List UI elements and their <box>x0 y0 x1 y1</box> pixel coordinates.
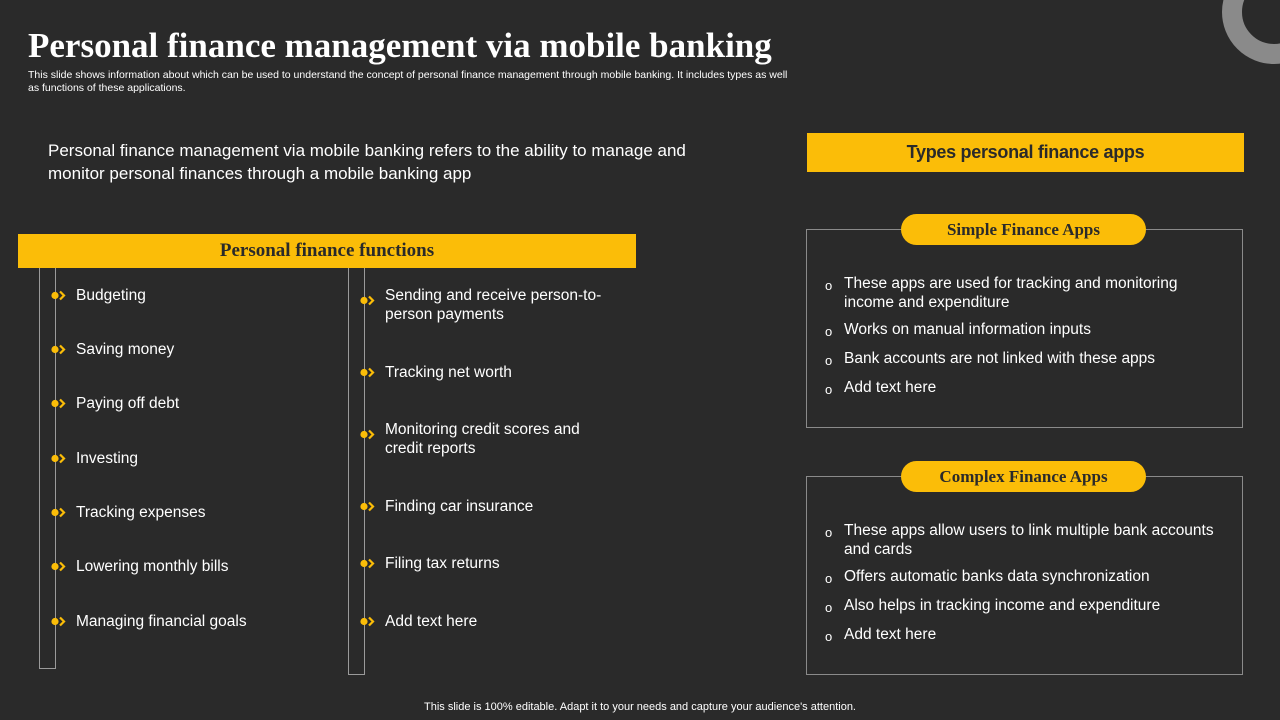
list-item-text: These apps are used for tracking and monitoring income and expenditure <box>844 275 1178 311</box>
function-label: Sending and receive person-to-person payments <box>385 287 602 323</box>
list-item-text: Add text here <box>844 379 937 396</box>
function-label: Saving money <box>76 341 175 358</box>
list-item-text: These apps allow users to link multiple bank accounts and cards <box>844 522 1214 558</box>
list-item <box>825 521 1225 559</box>
list-item-text: Bank accounts are not linked with these apps <box>844 350 1156 367</box>
chevron-bullet-icon <box>50 340 68 359</box>
function-label: Lowering monthly bills <box>76 558 229 575</box>
function-item <box>359 497 609 516</box>
function-item <box>50 286 146 305</box>
chevron-bullet-icon <box>359 363 377 382</box>
function-label: Add text here <box>385 613 478 630</box>
function-label: Tracking net worth <box>385 364 512 381</box>
function-label: Monitoring credit scores and credit reports <box>385 421 580 457</box>
circle-bullet-icon: o <box>825 600 833 615</box>
list-item <box>825 274 1225 312</box>
simple-apps-title: Simple Finance Apps <box>901 214 1146 245</box>
function-label: Tracking expenses <box>76 504 206 521</box>
function-label: Investing <box>76 450 139 467</box>
function-item <box>359 612 609 631</box>
chevron-bullet-icon <box>50 449 68 468</box>
complex-apps-title: Complex Finance Apps <box>901 461 1146 492</box>
chevron-bullet-icon <box>50 503 68 522</box>
chevron-bullet-icon <box>359 612 377 631</box>
list-item-text: Offers automatic banks data synchronization <box>844 568 1150 585</box>
chevron-bullet-icon <box>359 554 377 573</box>
list-item <box>825 320 1225 341</box>
list-item <box>825 625 1225 646</box>
circle-bullet-icon: o <box>825 353 833 368</box>
functions-left-rail <box>39 268 56 669</box>
list-item <box>825 349 1225 370</box>
list-item-text: Also helps in tracking income and expenditure <box>844 597 1161 614</box>
functions-header: Personal finance functions <box>18 234 636 268</box>
chevron-bullet-icon <box>359 291 377 310</box>
function-label: Finding car insurance <box>385 498 534 515</box>
function-label: Managing financial goals <box>76 613 247 630</box>
function-item <box>50 394 179 413</box>
chevron-bullet-icon <box>50 394 68 413</box>
list-item <box>825 378 1225 399</box>
simple-apps-list <box>825 274 1225 407</box>
function-item <box>50 340 174 359</box>
function-item <box>50 557 229 576</box>
chevron-bullet-icon <box>359 497 377 516</box>
chevron-bullet-icon <box>50 612 68 631</box>
list-item-text: Works on manual information inputs <box>844 321 1091 338</box>
function-item <box>359 286 609 324</box>
function-label: Filing tax returns <box>385 555 500 572</box>
circle-bullet-icon: o <box>825 571 833 586</box>
circle-bullet-icon: o <box>825 629 833 644</box>
function-item <box>359 420 609 458</box>
circle-bullet-icon: o <box>825 278 833 293</box>
function-item <box>50 503 206 522</box>
intro-text: Personal finance management via mobile banking refers to the ability to manage and monitor personal finances through a mobile banking app <box>48 141 686 183</box>
chevron-bullet-icon <box>50 286 68 305</box>
footer-note: This slide is 100% editable. Adapt it to your needs and capture your audience's attention. <box>424 701 856 713</box>
function-item <box>359 363 609 382</box>
function-item <box>359 554 609 573</box>
page-title: Personal finance management via mobile banking <box>28 26 772 65</box>
decorative-ring <box>1222 0 1280 64</box>
slide-subtitle: This slide shows information about which can be used to understand the concept of personal finance management through mobile banking. It includes types as well as functions of these applications. <box>28 69 788 94</box>
complex-apps-list <box>825 521 1225 654</box>
function-item <box>50 449 138 468</box>
function-item <box>50 612 247 631</box>
list-item <box>825 567 1225 588</box>
function-label: Paying off debt <box>76 395 180 412</box>
list-item <box>825 596 1225 617</box>
circle-bullet-icon: o <box>825 324 833 339</box>
list-item-text: Add text here <box>844 626 937 643</box>
circle-bullet-icon: o <box>825 525 833 540</box>
chevron-bullet-icon <box>50 557 68 576</box>
circle-bullet-icon: o <box>825 382 833 397</box>
function-label: Budgeting <box>76 287 146 304</box>
types-header: Types personal finance apps <box>807 133 1244 172</box>
chevron-bullet-icon <box>359 425 377 444</box>
